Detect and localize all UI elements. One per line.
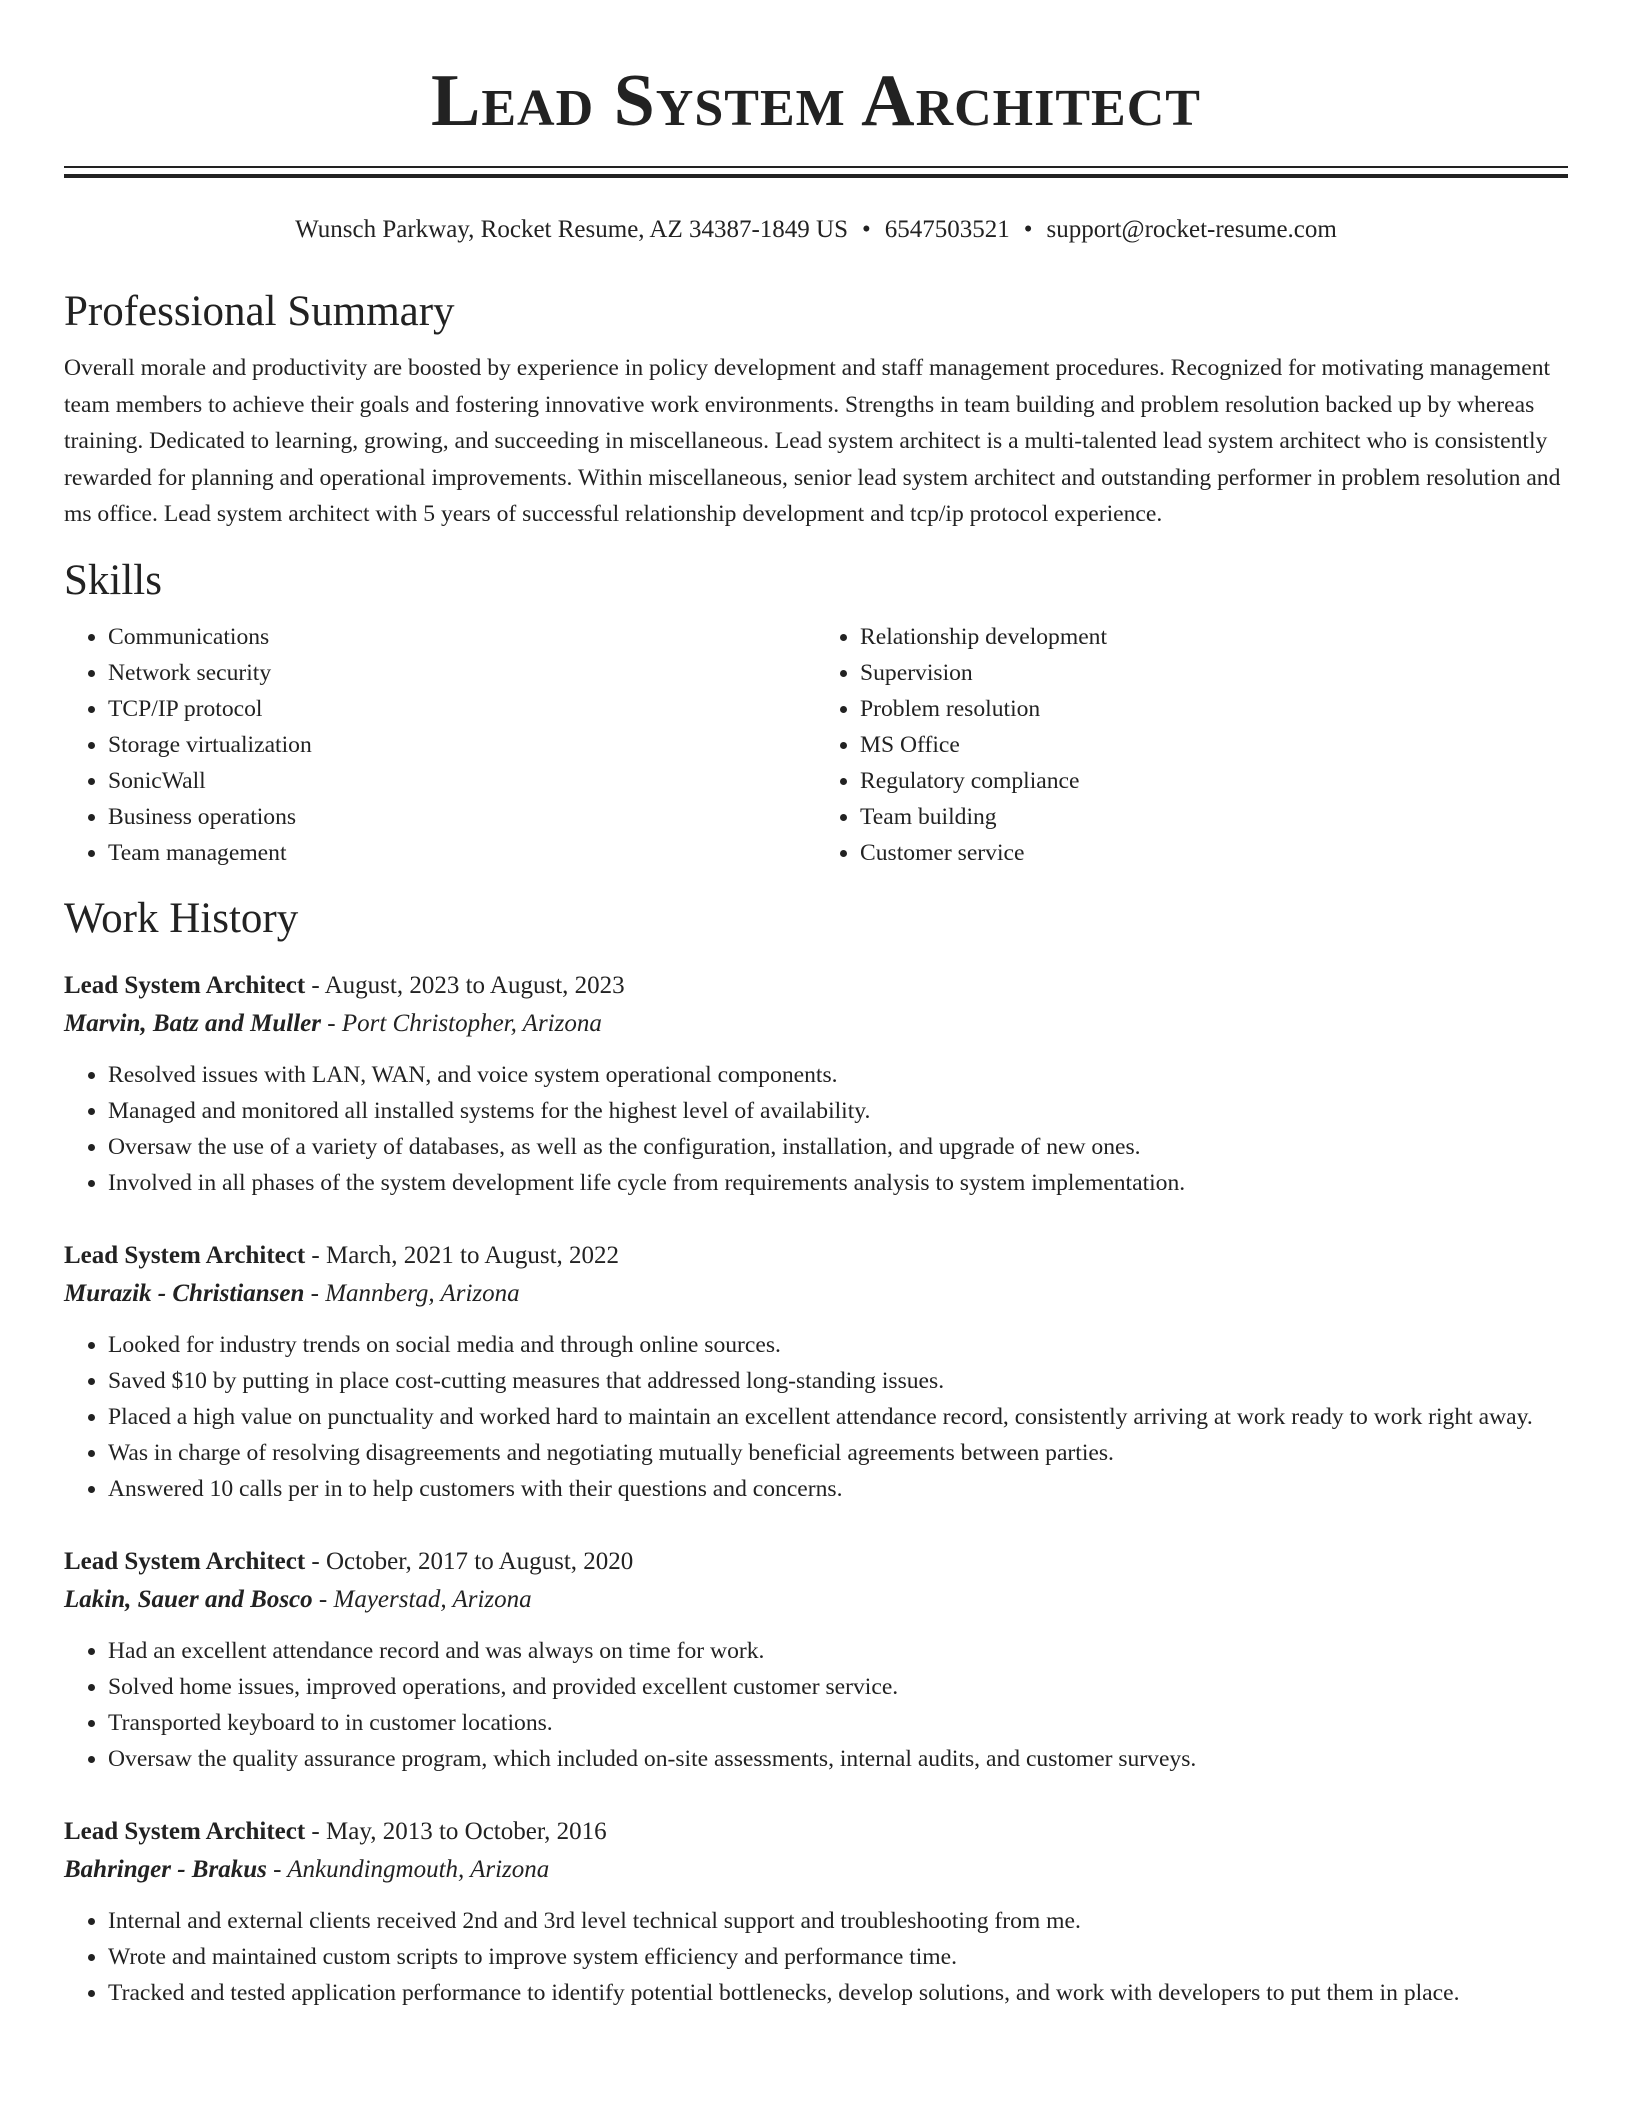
job-bullets <box>64 1903 1568 2011</box>
job-bullet: • Tracked and tested application performance to identify potential bottlenecks, develop solutions, and work with developers to put them in place. <box>108 1975 1568 2011</box>
skill-item: • Supervision <box>860 655 1568 691</box>
contact-separator: • <box>1023 216 1033 243</box>
skill-item: • Business operations <box>108 799 816 835</box>
job-location: Mayerstad, Arizona <box>333 1585 532 1613</box>
job-dash: - <box>305 1547 326 1575</box>
job-bullets <box>64 1327 1568 1507</box>
job-entry <box>64 967 1568 1201</box>
contact-address: Wunsch Parkway, Rocket Resume, AZ 34387-1849 US <box>295 216 849 243</box>
skill-item: • Team management <box>108 835 816 871</box>
summary-heading: Professional Summary <box>64 288 455 335</box>
skill-item: • SonicWall <box>108 763 816 799</box>
skill-item: • TCP/IP protocol <box>108 691 816 727</box>
job-company: Marvin, Batz and Muller <box>64 1009 322 1037</box>
job-bullet: • Transported keyboard to in customer locations. <box>108 1705 1568 1741</box>
job-dash: - <box>312 1585 334 1613</box>
skill-item: • Storage virtualization <box>108 727 816 763</box>
resume-title: Lead System Architect <box>431 60 1201 142</box>
job-bullet: • Saved $10 by putting in place cost-cutting measures that addressed long-standing issues. <box>108 1363 1568 1399</box>
job-company-line <box>64 1851 1568 1889</box>
job-company: Lakin, Sauer and Bosco <box>64 1585 313 1613</box>
job-dates: May, 2013 to October, 2016 <box>326 1817 607 1845</box>
skill-item: • Regulatory compliance <box>860 763 1568 799</box>
job-location: Ankundingmouth, Arizona <box>287 1855 550 1883</box>
job-bullet: • Looked for industry trends on social media and through online sources. <box>108 1327 1568 1363</box>
job-dash: - <box>304 1279 326 1307</box>
job-bullet: • Oversaw the use of a variety of databases, as well as the configuration, installation, and upgrade of new ones. <box>108 1129 1568 1165</box>
job-title: Lead System Architect <box>64 1817 306 1845</box>
job-bullet: • Resolved issues with LAN, WAN, and voice system operational components. <box>108 1057 1568 1093</box>
job-bullet: • Involved in all phases of the system development life cycle from requirements analysis to system implementation. <box>108 1165 1568 1201</box>
skill-item: • Relationship development <box>860 619 1568 655</box>
skill-item: • Communications <box>108 619 816 655</box>
skill-item: • Team building <box>860 799 1568 835</box>
skill-item: • Network security <box>108 655 816 691</box>
contact-email[interactable]: support@rocket-resume.com <box>1046 216 1337 243</box>
skills-heading: Skills <box>64 556 162 604</box>
job-dash: - <box>305 971 325 999</box>
summary-text: Overall morale and productivity are boosted by experience in policy development and staff management procedures. Recognized for motivating management team members to achieve their goals and fostering innovative work environments. Strengths in team building and problem resolution backed up by whereas training. Dedicated to learning, growing, and succeeding in miscellaneous. Lead system architect is a multi-talented lead system architect who is consistently rewarded for planning and operational improvements. Within miscellaneous, senior lead system architect and outstanding performer in problem resolution and ms office. Lead system architect with 5 years of successful relationship development and tcp/ip protocol experience. <box>64 355 1561 528</box>
title-divider <box>64 166 1568 178</box>
skill-item: • Customer service <box>860 835 1568 871</box>
job-title-line <box>64 1813 1568 1851</box>
job-bullets <box>64 1633 1568 1777</box>
skills-left-column <box>64 619 816 871</box>
divider-thin-line <box>64 166 1568 168</box>
job-bullet: • Wrote and maintained custom scripts to improve system efficiency and performance time. <box>108 1939 1568 1975</box>
job-bullet: • Managed and monitored all installed systems for the highest level of availability. <box>108 1093 1568 1129</box>
job-entry <box>64 1813 1568 2011</box>
job-title: Lead System Architect <box>64 1241 306 1269</box>
skill-item: • Problem resolution <box>860 691 1568 727</box>
job-company: Bahringer - Brakus <box>64 1855 267 1883</box>
job-title: Lead System Architect <box>64 1547 306 1575</box>
job-company: Murazik - Christiansen <box>64 1279 305 1307</box>
divider-thick-line <box>64 174 1568 178</box>
job-bullet: • Had an excellent attendance record and was always on time for work. <box>108 1633 1568 1669</box>
work-history-heading: Work History <box>64 894 299 942</box>
job-dates: October, 2017 to August, 2020 <box>326 1547 634 1575</box>
job-dash: - <box>305 1817 326 1845</box>
job-bullets <box>64 1057 1568 1201</box>
job-title: Lead System Architect <box>64 971 306 999</box>
skill-item: • MS Office <box>860 727 1568 763</box>
job-company-line <box>64 1005 1568 1043</box>
job-bullet: • Solved home issues, improved operations, and provided excellent customer service. <box>108 1669 1568 1705</box>
job-title-line <box>64 967 1568 1005</box>
job-bullet: • Internal and external clients received 2nd and 3rd level technical support and troubleshooting from me. <box>108 1903 1568 1939</box>
contact-separator: • <box>862 216 871 243</box>
job-location: Mannberg, Arizona <box>325 1279 520 1307</box>
contact-line <box>64 214 1568 246</box>
job-bullet: • Oversaw the quality assurance program, which included on-site assessments, internal audits, and customer surveys. <box>108 1741 1568 1777</box>
skills-right-column <box>816 619 1568 871</box>
job-title-line <box>64 1237 1568 1275</box>
job-bullet: • Was in charge of resolving disagreements and negotiating mutually beneficial agreements between parties. <box>108 1435 1568 1471</box>
job-location: Port Christopher, Arizona <box>341 1009 602 1037</box>
skills-grid <box>64 619 1568 871</box>
job-dash: - <box>305 1241 326 1269</box>
job-company-line <box>64 1275 1568 1313</box>
job-dates: March, 2021 to August, 2022 <box>326 1241 620 1269</box>
job-bullet: • Placed a high value on punctuality and worked hard to maintain an excellent attendance record, consistently arriving at work ready to work right away. <box>108 1399 1568 1435</box>
job-bullet: • Answered 10 calls per in to help customers with their questions and concerns. <box>108 1471 1568 1507</box>
job-title-line <box>64 1543 1568 1581</box>
job-entry <box>64 1237 1568 1507</box>
job-entry <box>64 1543 1568 1777</box>
job-company-line <box>64 1581 1568 1619</box>
job-dash: - <box>266 1855 288 1883</box>
job-dash: - <box>321 1009 342 1037</box>
job-dates: August, 2023 to August, 2023 <box>324 971 625 999</box>
contact-phone: 6547503521 <box>884 216 1010 243</box>
